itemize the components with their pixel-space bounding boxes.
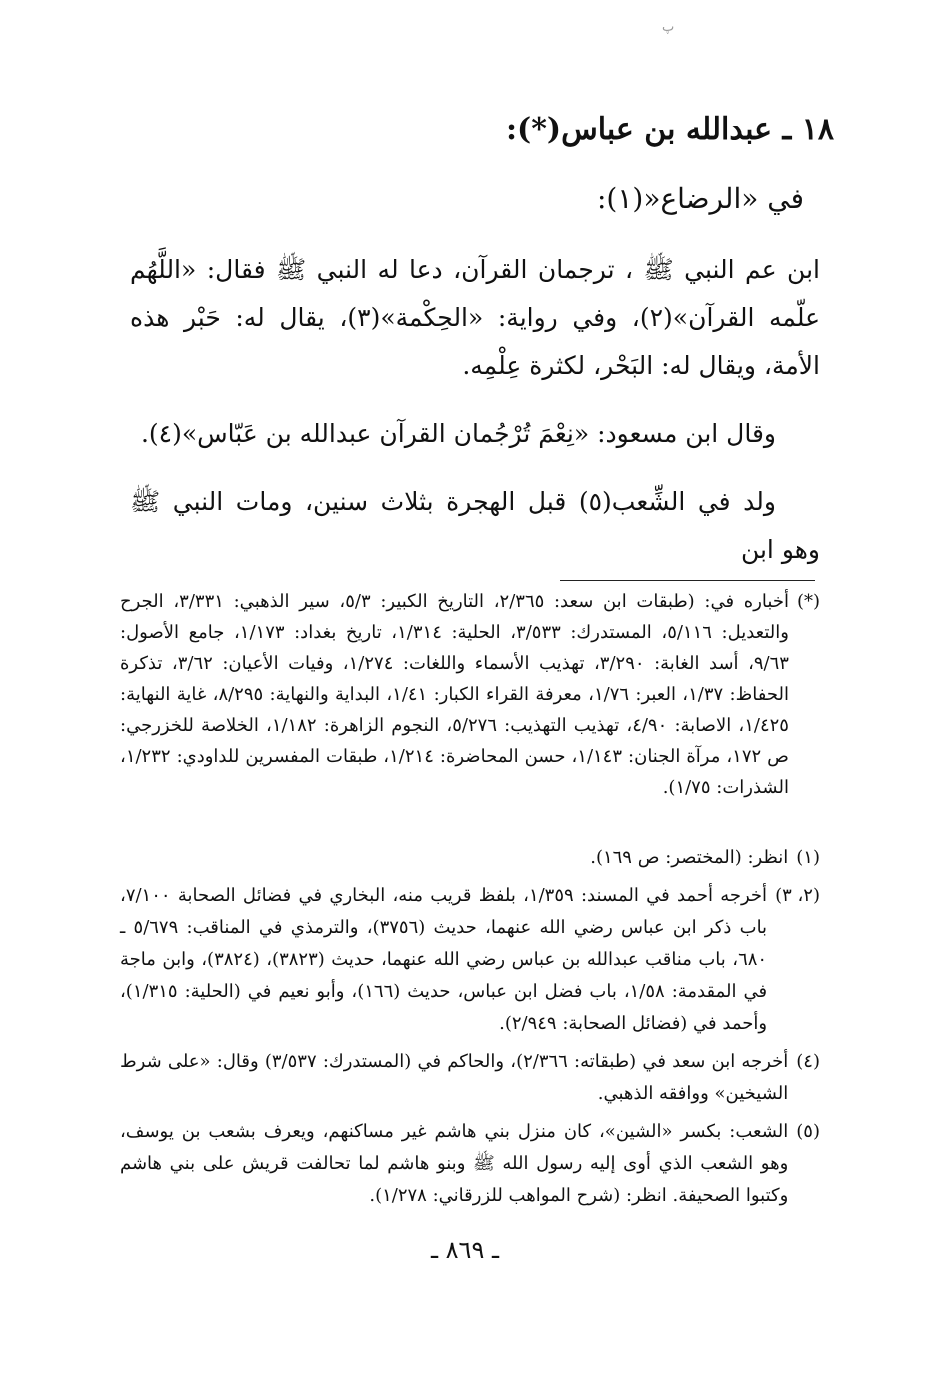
footnote-divider xyxy=(560,580,815,581)
footnote-text: أخرجه ابن سعد في (طبقاته: ٢/٣٦٦)، والحاكم في (المستدرك: ٣/٥٣٧) وقال: «على شرط الشيخين» ووافقه الذهبي. xyxy=(120,1051,789,1104)
footnote-item xyxy=(120,1116,820,1212)
entry-subheading: في «الرضاع«(١): xyxy=(597,182,804,215)
footnote-item xyxy=(120,880,820,1040)
footnote-marker: (٥) xyxy=(796,1121,820,1142)
footnote-star xyxy=(120,586,820,809)
body-paragraph-3: ولد في الشِّعب(٥) قبل الهجرة بثلاث سنين، ومات النبي ﷺ وهو ابن xyxy=(130,487,820,564)
footnote-item xyxy=(120,1046,820,1110)
footnote-marker: (١) xyxy=(796,847,820,868)
footnote-marker: (٤) xyxy=(796,1051,820,1072)
body-paragraph-1: ابن عم النبي ﷺ ، ترجمان القرآن، دعا له النبي ﷺ فقال: «اللَّهُم علّمه القرآن»(٢)، وفي رواية: «الحِكْمة»(٣)، يقال له: حَبْر هذه الأمة، ويقال له: البَحْر، لكثرة عِلْمِه. xyxy=(130,255,821,380)
footnote-text: انظر: (المختصر: ص ١٦٩). xyxy=(590,847,789,868)
footnote-marker: (٢، ٣) xyxy=(775,885,820,906)
footnote-item xyxy=(120,586,820,803)
body-paragraph-2: وقال ابن مسعود: «نِعْمَ تُرْجُمان القرآن عبدالله بن عَبّاس»(٤). xyxy=(140,419,776,448)
footnote-text: أخرجه أحمد في المسند: ١/٣٥٩، بلفظ قريب منه، البخاري في فضائل الصحابة ٧/١٠٠، باب ذكر ابن عباس رضي الله عنهما، حديث (٣٧٥٦)، والترمذي في المناقب: ٥/٦٧٩ ـ ٦٨٠، باب مناقب عبدالله بن عباس رضي الله عنهما، حديث (٣٨٢٣)، (٣٨٢٤)، وابن ماجة في المقدمة: ١/٥٨، باب فضل ابن عباس، حديث (١٦٦)، وأبو نعيم في (الحلية: ١/٣١٥)، وأحمد في (فضائل الصحابة: ٢/٩٤٩). xyxy=(120,885,768,1034)
footnote-text: أخباره في: (طبقات ابن سعد: ٢/٣٦٥، التاريخ الكبير: ٥/٣، سير الذهبي: ٣/٣٣١، الجرح والتعديل: ٥/١١٦، المستدرك: ٣/٥٣٣، الحلية: ١/٣١٤، تاريخ بغداد: ١/١٧٣، جامع الأصول: ٩/٦٣، أسد الغابة: ٣/٢٩٠، تهذيب الأسماء واللغات: ١/٢٧٤، وفيات الأعيان: ٣/٦٢، تذكرة الحفاظ: ١/٣٧، العبر: ١/٧٦، معرفة القراء الكبار: ١/٤١، البداية والنهاية: ٨/٢٩٥، غاية النهاية: ١/٤٢٥، الاصابة: ٤/٩٠، تهذيب التهذيب: ٥/٢٧٦، النجوم الزاهرة: ١/١٨٢، الخلاصة للخزرجي: ص ١٧٢، مرآة الجنان: ١/١٤٣، حسن المحاضرة: ١/٢١٤، طبقات المفسرين للداودي: ١/٢٣٢، الشذرات: ١/٧٥). xyxy=(120,591,789,798)
footnote-marker: (*) xyxy=(796,591,820,612)
footnotes-list xyxy=(120,842,820,1218)
corner-mark: ﭖ xyxy=(662,20,675,35)
page-number: ـ ٨٦٩ ـ xyxy=(430,1236,499,1264)
footnote-text: الشعب: بكسر «الشين»، كان منزل بني هاشم غير مساكنهم، ويعرف بشعب بن يوسف، وهو الشعب الذي أوى إليه رسول الله ﷺ وبنو هاشم لما تحالفت قريش على بني هاشم وكتبوا الصحيفة. انظر: (شرح المواهب للزرقاني: ١/٢٧٨). xyxy=(120,1121,789,1206)
footnote-item xyxy=(120,842,820,874)
entry-heading: ١٨ ـ عبدالله بن عباس(*): xyxy=(505,112,834,147)
